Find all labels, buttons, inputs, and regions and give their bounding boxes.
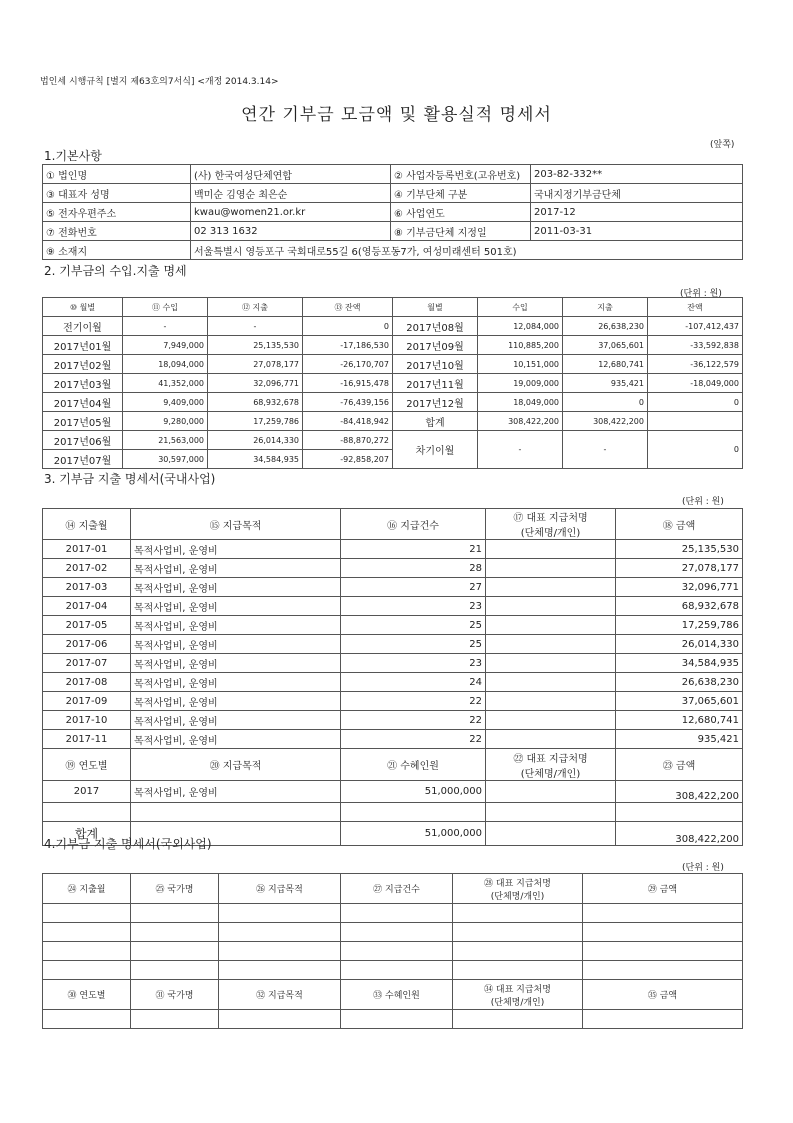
- table-row: [43, 711, 743, 730]
- balance-cell: -17,186,530: [303, 336, 393, 355]
- month-cell: 2017-10: [43, 711, 131, 730]
- income-cell: 10,151,000: [478, 355, 563, 374]
- col-header: ⑭ 지출월: [43, 509, 131, 540]
- col-header-recipient: [486, 749, 616, 781]
- purpose-cell: 목적사업비, 운영비: [131, 692, 341, 711]
- table-row: [43, 336, 743, 355]
- blank-cell: [583, 923, 743, 942]
- col-header: 월별: [393, 298, 478, 317]
- expense-cell: 27,078,177: [208, 355, 303, 374]
- table-row: [43, 355, 743, 374]
- amount-cell: 26,638,230: [616, 673, 743, 692]
- front-label: (앞쪽): [710, 140, 735, 150]
- income-cell: 9,409,000: [123, 393, 208, 412]
- blank-cell: [131, 1010, 219, 1029]
- header-row: [43, 749, 743, 781]
- balance-cell: -88,870,272: [303, 431, 393, 450]
- total-label: 합계: [393, 412, 478, 431]
- blank-cell: [341, 942, 453, 961]
- year-cell: 2017: [43, 781, 131, 803]
- balance-cell: [648, 412, 743, 431]
- carry-expense: -: [563, 431, 648, 469]
- regulation-header: 법인세 시행규칙 [별지 제63호의7서식] <개정 2014.3.14>: [40, 77, 279, 87]
- month-cell: 2017년09월: [393, 336, 478, 355]
- col-header: ⑳ 지급목적: [131, 749, 341, 781]
- col-header: ㉝ 수혜인원: [341, 980, 453, 1010]
- income-cell: 19,009,000: [478, 374, 563, 393]
- value: 02 313 1632: [191, 222, 391, 241]
- month-cell: 2017-09: [43, 692, 131, 711]
- basic-row: [43, 184, 743, 203]
- blank-cell: [43, 942, 131, 961]
- blank-cell: [219, 1010, 341, 1029]
- value: 2011-03-31: [531, 222, 743, 241]
- income-cell: 9,280,000: [123, 412, 208, 431]
- count-cell: 22: [341, 692, 486, 711]
- overseas-expense-table: [42, 873, 743, 1029]
- table-row: [43, 673, 743, 692]
- month-cell: 2017년01월: [43, 336, 123, 355]
- basic-row: [43, 241, 743, 260]
- table-row: [43, 730, 743, 749]
- recipient-cell: [486, 692, 616, 711]
- section1-title: 1.기본사항: [44, 149, 102, 163]
- count-cell: 22: [341, 730, 486, 749]
- blank-row: [43, 1010, 743, 1029]
- recipient-label: ㉞ 대표 지급처명: [484, 984, 551, 995]
- month-cell: 2017년07월: [43, 450, 123, 469]
- page-title: 연간 기부금 모금액 및 활용실적 명세서: [241, 105, 552, 125]
- carry-label: 차기이월: [393, 431, 478, 469]
- header-row: [43, 509, 743, 540]
- month-cell: 2017-08: [43, 673, 131, 692]
- balance-cell: -84,418,942: [303, 412, 393, 431]
- basic-row: [43, 222, 743, 241]
- blank-cell: [43, 803, 131, 822]
- recipient-label: ㉒ 대표 지급처명: [513, 753, 588, 765]
- table-row: [43, 692, 743, 711]
- expense-cell: 68,932,678: [208, 393, 303, 412]
- month-cell: 2017-06: [43, 635, 131, 654]
- expense-cell: 32,096,771: [208, 374, 303, 393]
- amount-cell: 12,680,741: [616, 711, 743, 730]
- col-header: ㉖ 지급목적: [219, 874, 341, 904]
- domestic-expense-table: [42, 508, 743, 846]
- col-header: ⑪ 수입: [123, 298, 208, 317]
- table-row: [43, 374, 743, 393]
- header-row: [43, 980, 743, 1010]
- income-cell: 110,885,200: [478, 336, 563, 355]
- count-cell: 25: [341, 635, 486, 654]
- recipient-cell: [486, 597, 616, 616]
- blank-cell: [219, 961, 341, 980]
- count-cell: 28: [341, 559, 486, 578]
- expense-cell: 25,135,530: [208, 336, 303, 355]
- month-cell: 2017년02월: [43, 355, 123, 374]
- blank-row: [43, 961, 743, 980]
- income-cell: -: [123, 317, 208, 336]
- purpose-cell: 목적사업비, 운영비: [131, 597, 341, 616]
- count-cell: 27: [341, 578, 486, 597]
- header-row: [43, 874, 743, 904]
- value: 백미순 김영순 최은순: [191, 184, 391, 203]
- col-header: ⑯ 지급건수: [341, 509, 486, 540]
- expense-cell: 12,680,741: [563, 355, 648, 374]
- label: ⑤ 전자우편주소: [43, 203, 191, 222]
- month-cell: 2017-03: [43, 578, 131, 597]
- blank-cell: [583, 1010, 743, 1029]
- col-header: ⑬ 잔액: [303, 298, 393, 317]
- amount-cell: 935,421: [616, 730, 743, 749]
- col-header: ㉔ 지출월: [43, 874, 131, 904]
- recipient-cell: [486, 559, 616, 578]
- month-cell: 2017년10월: [393, 355, 478, 374]
- col-header: ㉟ 금액: [583, 980, 743, 1010]
- purpose-cell: 목적사업비, 운영비: [131, 635, 341, 654]
- expense-cell: 17,259,786: [208, 412, 303, 431]
- month-cell: 2017-07: [43, 654, 131, 673]
- unit-label: (단위 : 원): [682, 863, 724, 873]
- col-header: ㉓ 금액: [616, 749, 743, 781]
- count-cell: 24: [341, 673, 486, 692]
- section2-title: 2. 기부금의 수입.지출 명세: [44, 264, 187, 278]
- col-header: 잔액: [648, 298, 743, 317]
- blank-cell: [616, 803, 743, 822]
- address: 서울특별시 영등포구 국회대로55길 6(영등포동7가, 여성미래센터 501호): [191, 241, 743, 260]
- carry-income: -: [478, 431, 563, 469]
- recipient-sub: (단체명/개인): [490, 997, 545, 1008]
- month-cell: 2017-02: [43, 559, 131, 578]
- table-row: [43, 317, 743, 336]
- recipient-cell: [486, 654, 616, 673]
- col-header-recipient: [486, 509, 616, 540]
- col-header: ㉜ 지급목적: [219, 980, 341, 1010]
- month-cell: 2017-11: [43, 730, 131, 749]
- balance-cell: -92,858,207: [303, 450, 393, 469]
- count-cell: 22: [341, 711, 486, 730]
- recipient-cell: [486, 781, 616, 803]
- table-row: [43, 616, 743, 635]
- label: ③ 대표자 성명: [43, 184, 191, 203]
- col-header: ㉚ 연도별: [43, 980, 131, 1010]
- blank-cell: [131, 961, 219, 980]
- blank-cell: [583, 942, 743, 961]
- col-header: ⑱ 금액: [616, 509, 743, 540]
- purpose-cell: 목적사업비, 운영비: [131, 654, 341, 673]
- recipient-cell: [486, 578, 616, 597]
- income-cell: 12,084,000: [478, 317, 563, 336]
- col-header: ㉙ 금액: [583, 874, 743, 904]
- total-label: 합계: [43, 822, 131, 846]
- month-cell: 2017-04: [43, 597, 131, 616]
- col-header: ㉑ 수혜인원: [341, 749, 486, 781]
- balance-cell: 0: [303, 317, 393, 336]
- blank-cell: [453, 942, 583, 961]
- label: ④ 기부단체 구분: [391, 184, 531, 203]
- blank-row: [43, 803, 743, 822]
- income-cell: 7,949,000: [123, 336, 208, 355]
- blank-cell: [453, 961, 583, 980]
- col-header-recipient: [453, 980, 583, 1010]
- expense-cell: 26,014,330: [208, 431, 303, 450]
- expense-cell: 0: [563, 393, 648, 412]
- income-cell: 18,049,000: [478, 393, 563, 412]
- recipient-sub: (단체명/개인): [490, 891, 545, 902]
- recipient-cell: [486, 730, 616, 749]
- purpose-cell: 목적사업비, 운영비: [131, 781, 341, 803]
- blank-cell: [131, 904, 219, 923]
- label: ⑥ 사업연도: [391, 203, 531, 222]
- blank-cell: [583, 904, 743, 923]
- table-row: [43, 654, 743, 673]
- balance-cell: -76,439,156: [303, 393, 393, 412]
- col-header: ㉛ 국가명: [131, 980, 219, 1010]
- label: ⑨ 소재지: [43, 241, 191, 260]
- value: kwau@women21.or.kr: [191, 203, 391, 222]
- section3-title: 3. 기부금 지출 명세서(국내사업): [44, 472, 216, 486]
- value: 2017-12: [531, 203, 743, 222]
- expense-cell: 37,065,601: [563, 336, 648, 355]
- blank-cell: [453, 1010, 583, 1029]
- table-row: [43, 597, 743, 616]
- balance-cell: 0: [648, 393, 743, 412]
- blank-cell: [341, 961, 453, 980]
- blank-cell: [43, 923, 131, 942]
- income-total: 308,422,200: [478, 412, 563, 431]
- col-header-recipient: [453, 874, 583, 904]
- amount-cell: 17,259,786: [616, 616, 743, 635]
- carry-balance: 0: [648, 431, 743, 469]
- table-row: [43, 559, 743, 578]
- basic-info-table: [42, 164, 743, 260]
- table-row: [43, 540, 743, 559]
- expense-cell: 935,421: [563, 374, 648, 393]
- amount-cell: 27,078,177: [616, 559, 743, 578]
- table-row: [43, 393, 743, 412]
- col-header: ㉕ 국가명: [131, 874, 219, 904]
- amount-cell: 26,014,330: [616, 635, 743, 654]
- recipient-sub: (단체명/개인): [520, 768, 581, 780]
- recipient-cell: [486, 616, 616, 635]
- blank-cell: [341, 1010, 453, 1029]
- purpose-cell: 목적사업비, 운영비: [131, 730, 341, 749]
- recipient-cell: [486, 635, 616, 654]
- income-cell: 21,563,000: [123, 431, 208, 450]
- amount-cell: 25,135,530: [616, 540, 743, 559]
- blank-cell: [486, 803, 616, 822]
- recipient-cell: [486, 540, 616, 559]
- count-cell: 21: [341, 540, 486, 559]
- col-header: ⑮ 지급목적: [131, 509, 341, 540]
- blank-cell: [131, 923, 219, 942]
- month-cell: 2017년06월: [43, 431, 123, 450]
- month-cell: 2017년04월: [43, 393, 123, 412]
- balance-cell: -33,592,838: [648, 336, 743, 355]
- income-cell: 30,597,000: [123, 450, 208, 469]
- recipient-sub: (단체명/개인): [520, 528, 581, 539]
- recipient-cell: [486, 822, 616, 846]
- header-row: [43, 298, 743, 317]
- amount-cell: 32,096,771: [616, 578, 743, 597]
- blank-row: [43, 923, 743, 942]
- expense-cell: 26,638,230: [563, 317, 648, 336]
- unit-label: (단위 : 원): [680, 289, 722, 299]
- table-row: [43, 412, 743, 431]
- col-header: 수입: [478, 298, 563, 317]
- blank-row: [43, 904, 743, 923]
- blank-cell: [131, 942, 219, 961]
- expense-total: 308,422,200: [563, 412, 648, 431]
- count-cell: 25: [341, 616, 486, 635]
- value: (사) 한국여성단체연합: [191, 165, 391, 184]
- year-row: [43, 781, 743, 803]
- amount-cell: 308,422,200: [616, 781, 743, 803]
- table-row: [43, 578, 743, 597]
- col-header: ⑫ 지출: [208, 298, 303, 317]
- blank-cell: [219, 923, 341, 942]
- label: ① 법인명: [43, 165, 191, 184]
- amount-total: 308,422,200: [616, 822, 743, 846]
- blank-cell: [583, 961, 743, 980]
- count-cell: 23: [341, 654, 486, 673]
- month-cell: 2017년11월: [393, 374, 478, 393]
- basic-row: [43, 203, 743, 222]
- table-row: [43, 431, 743, 450]
- unit-label: (단위 : 원): [682, 497, 724, 507]
- purpose-cell: 목적사업비, 운영비: [131, 673, 341, 692]
- value: 국내지정기부금단체: [531, 184, 743, 203]
- month-cell: 전기이월: [43, 317, 123, 336]
- purpose-cell: 목적사업비, 운영비: [131, 540, 341, 559]
- purpose-cell: 목적사업비, 운영비: [131, 711, 341, 730]
- purpose-cell: 목적사업비, 운영비: [131, 559, 341, 578]
- col-header: ⑩ 월별: [43, 298, 123, 317]
- blank-cell: [43, 1010, 131, 1029]
- month-cell: 2017-05: [43, 616, 131, 635]
- expense-cell: 34,584,935: [208, 450, 303, 469]
- value: 203-82-332**: [531, 165, 743, 184]
- amount-cell: 68,932,678: [616, 597, 743, 616]
- month-cell: 2017년12월: [393, 393, 478, 412]
- recipient-label: ㉘ 대표 지급처명: [484, 878, 551, 889]
- table-row: [43, 635, 743, 654]
- basic-row: [43, 165, 743, 184]
- label: ⑦ 전화번호: [43, 222, 191, 241]
- amount-cell: 34,584,935: [616, 654, 743, 673]
- blank-cell: [131, 803, 341, 822]
- label: ⑧ 기부금단체 지정일: [391, 222, 531, 241]
- beneficiaries-cell: 51,000,000: [341, 781, 486, 803]
- balance-cell: -26,170,707: [303, 355, 393, 374]
- blank-cell: [341, 803, 486, 822]
- month-cell: 2017-01: [43, 540, 131, 559]
- balance-cell: -16,915,478: [303, 374, 393, 393]
- month-cell: 2017년08월: [393, 317, 478, 336]
- blank-cell: [341, 923, 453, 942]
- col-header: ㉗ 지급건수: [341, 874, 453, 904]
- recipient-cell: [486, 711, 616, 730]
- recipient-label: ⑰ 대표 지급처명: [513, 513, 588, 524]
- section4-title: 4.기부금 지출 명세서(국외사업): [44, 837, 212, 851]
- balance-cell: -36,122,579: [648, 355, 743, 374]
- income-expense-table: [42, 297, 743, 469]
- col-header: 지출: [563, 298, 648, 317]
- blank-cell: [219, 942, 341, 961]
- blank-cell: [341, 904, 453, 923]
- count-cell: 23: [341, 597, 486, 616]
- balance-cell: -18,049,000: [648, 374, 743, 393]
- blank-row: [43, 942, 743, 961]
- month-cell: 2017년05월: [43, 412, 123, 431]
- purpose-cell: 목적사업비, 운영비: [131, 578, 341, 597]
- beneficiaries-total: 51,000,000: [341, 822, 486, 846]
- income-cell: 41,352,000: [123, 374, 208, 393]
- blank-cell: [43, 904, 131, 923]
- month-cell: 2017년03월: [43, 374, 123, 393]
- blank-cell: [43, 961, 131, 980]
- amount-cell: 37,065,601: [616, 692, 743, 711]
- label: ② 사업자등록번호(고유번호): [391, 165, 531, 184]
- expense-cell: -: [208, 317, 303, 336]
- col-header: ⑲ 연도별: [43, 749, 131, 781]
- blank-cell: [453, 923, 583, 942]
- recipient-cell: [486, 673, 616, 692]
- blank-cell: [453, 904, 583, 923]
- income-cell: 18,094,000: [123, 355, 208, 374]
- purpose-cell: 목적사업비, 운영비: [131, 616, 341, 635]
- balance-cell: -107,412,437: [648, 317, 743, 336]
- blank-cell: [219, 904, 341, 923]
